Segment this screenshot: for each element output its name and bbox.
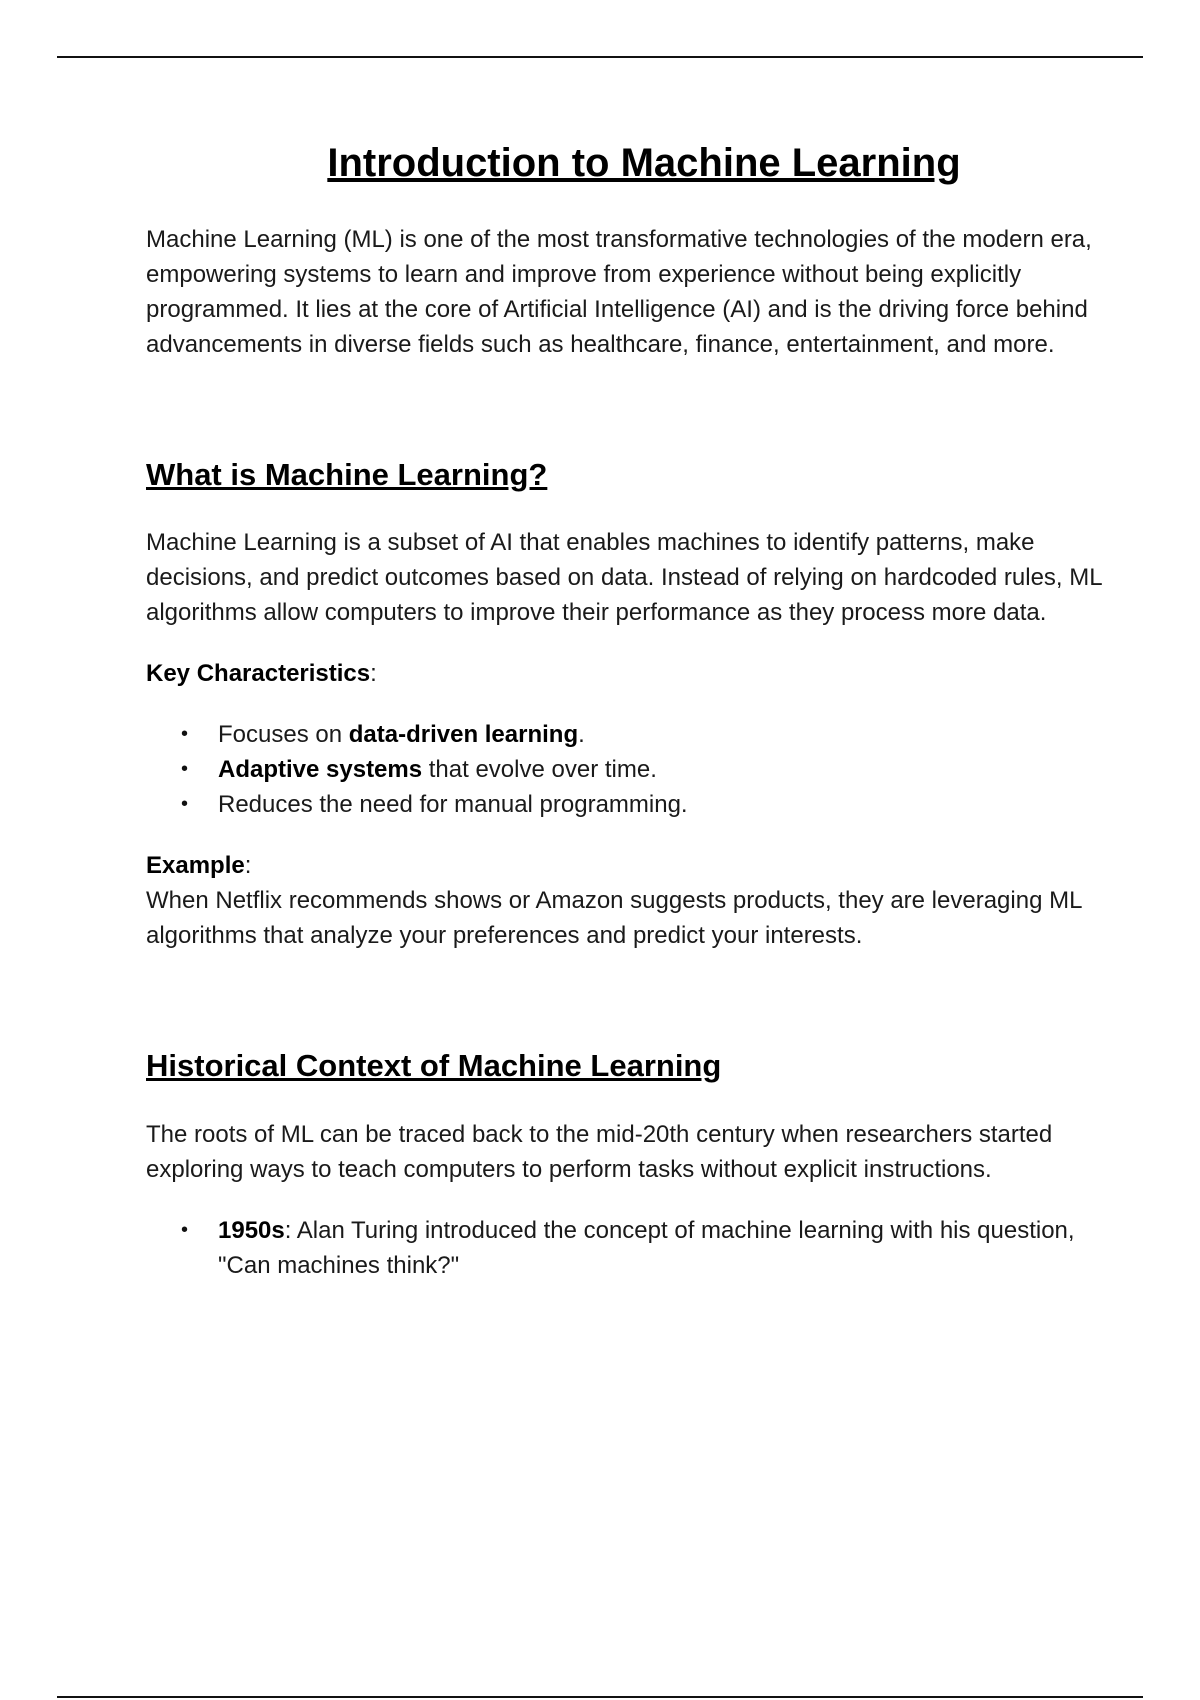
- list-item: [218, 1213, 1106, 1283]
- document-page: [146, 138, 1106, 1309]
- example-colon: :: [244, 852, 252, 880]
- list-item-text: that evolve over time.: [422, 756, 657, 784]
- example-label: [146, 848, 1106, 883]
- section-heading-what-is-ml: What is Machine Learning?: [146, 457, 548, 492]
- list-item: [218, 787, 1106, 822]
- key-characteristics-list: [146, 717, 1106, 822]
- key-characteristics-colon: :: [370, 660, 377, 688]
- list-item: [218, 752, 1106, 787]
- section-heading-historical-context: Historical Context of Machine Learning: [146, 1048, 722, 1084]
- list-item-bold: Adaptive systems: [218, 756, 423, 784]
- list-item-text: : Alan Turing introduced the concept of machine learning with his question, "Can machines think?": [218, 1216, 1075, 1279]
- list-item: [218, 717, 1106, 752]
- intro-paragraph: Machine Learning (ML) is one of the most transformative technologies of the modern era, empowering systems to learn and improve from experience without being explicitly programmed. It lies at the core of Artificial Intelligence (AI) and is the driving force behind advancements in diverse fields such as healthcare, finance, entertainment, and more.: [146, 226, 1092, 358]
- list-item-text: Focuses on: [218, 721, 349, 749]
- list-item-text: Reduces the need for manual programming.: [218, 791, 688, 819]
- list-item-bold: 1950s: [218, 1216, 285, 1244]
- footer-rule: [57, 1696, 1143, 1698]
- section-paragraph-what-is-ml: Machine Learning is a subset of AI that enables machines to identify patterns, make decisions, and predict outcomes based on data. Instead of relying on hardcoded rules, ML algorithms allow computers to improve their performance as they process more data.: [146, 529, 1102, 627]
- key-characteristics-bold: Key Characteristics: [146, 660, 371, 688]
- list-item-text: .: [578, 721, 585, 749]
- page-title: Introduction to Machine Learning: [327, 141, 961, 185]
- section-paragraph-historical-context: The roots of ML can be traced back to the mid-20th century when researchers started exploring ways to teach computers to perform tasks without explicit instructions.: [146, 1120, 1053, 1183]
- example-paragraph: When Netflix recommends shows or Amazon suggests products, they are leveraging ML algorithms that analyze your preferences and predict your interests.: [146, 887, 1082, 950]
- header-rule: [57, 56, 1143, 58]
- history-list: [146, 1213, 1106, 1283]
- key-characteristics-label: [146, 656, 1106, 691]
- list-item-bold: data-driven learning: [348, 721, 579, 749]
- example-bold: Example: [146, 852, 245, 880]
